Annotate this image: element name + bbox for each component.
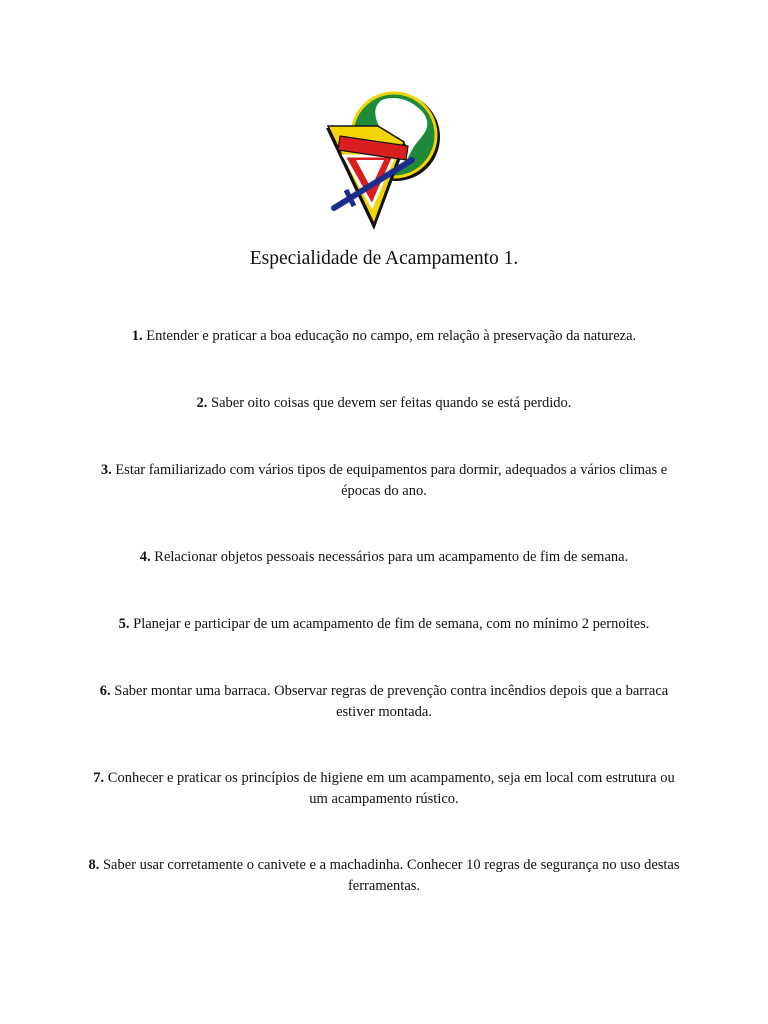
requirement-item-7	[84, 768, 684, 810]
item-text: Saber oito coisas que devem ser feitas quando se está perdido.	[211, 395, 572, 411]
requirement-item-6	[84, 681, 684, 723]
item-text: Conhecer e praticar os princípios de higiene em um acampamento, seja em local com estrutura ou um acampamento rústico.	[107, 770, 675, 807]
item-text: Entender e praticar a boa educação no campo, em relação à preservação da natureza.	[146, 328, 637, 344]
item-number: 3.	[100, 462, 112, 478]
requirement-item-4	[84, 547, 684, 568]
item-text: Planejar e participar de um acampamento de fim de semana, com no mínimo 2 pernoites.	[133, 616, 650, 632]
requirement-item-8	[84, 855, 684, 897]
item-number: 4.	[139, 549, 151, 565]
item-number: 7.	[93, 770, 105, 786]
item-number: 2.	[196, 395, 208, 411]
item-text: Relacionar objetos pessoais necessários para um acampamento de fim de semana.	[154, 549, 629, 565]
item-number: 8.	[88, 857, 100, 873]
desbravadores-logo	[320, 90, 450, 235]
requirement-item-3	[84, 460, 684, 502]
item-number: 5.	[118, 616, 130, 632]
item-text: Estar familiarizado com vários tipos de equipamentos para dormir, adequados a vários climas e épocas do ano.	[115, 462, 668, 499]
requirement-item-2	[84, 393, 684, 414]
item-number: 6.	[99, 683, 111, 699]
requirement-item-1	[84, 326, 684, 347]
item-text: Saber usar corretamente o canivete e a machadinha. Conhecer 10 regras de segurança no uso destas ferramentas.	[102, 857, 680, 894]
item-text: Saber montar uma barraca. Observar regras de prevenção contra incêndios depois que a barraca estiver montada.	[114, 683, 669, 720]
requirement-item-5	[84, 614, 684, 635]
document-title: Especialidade de Acampamento 1.	[249, 248, 519, 269]
item-number: 1.	[131, 328, 143, 344]
